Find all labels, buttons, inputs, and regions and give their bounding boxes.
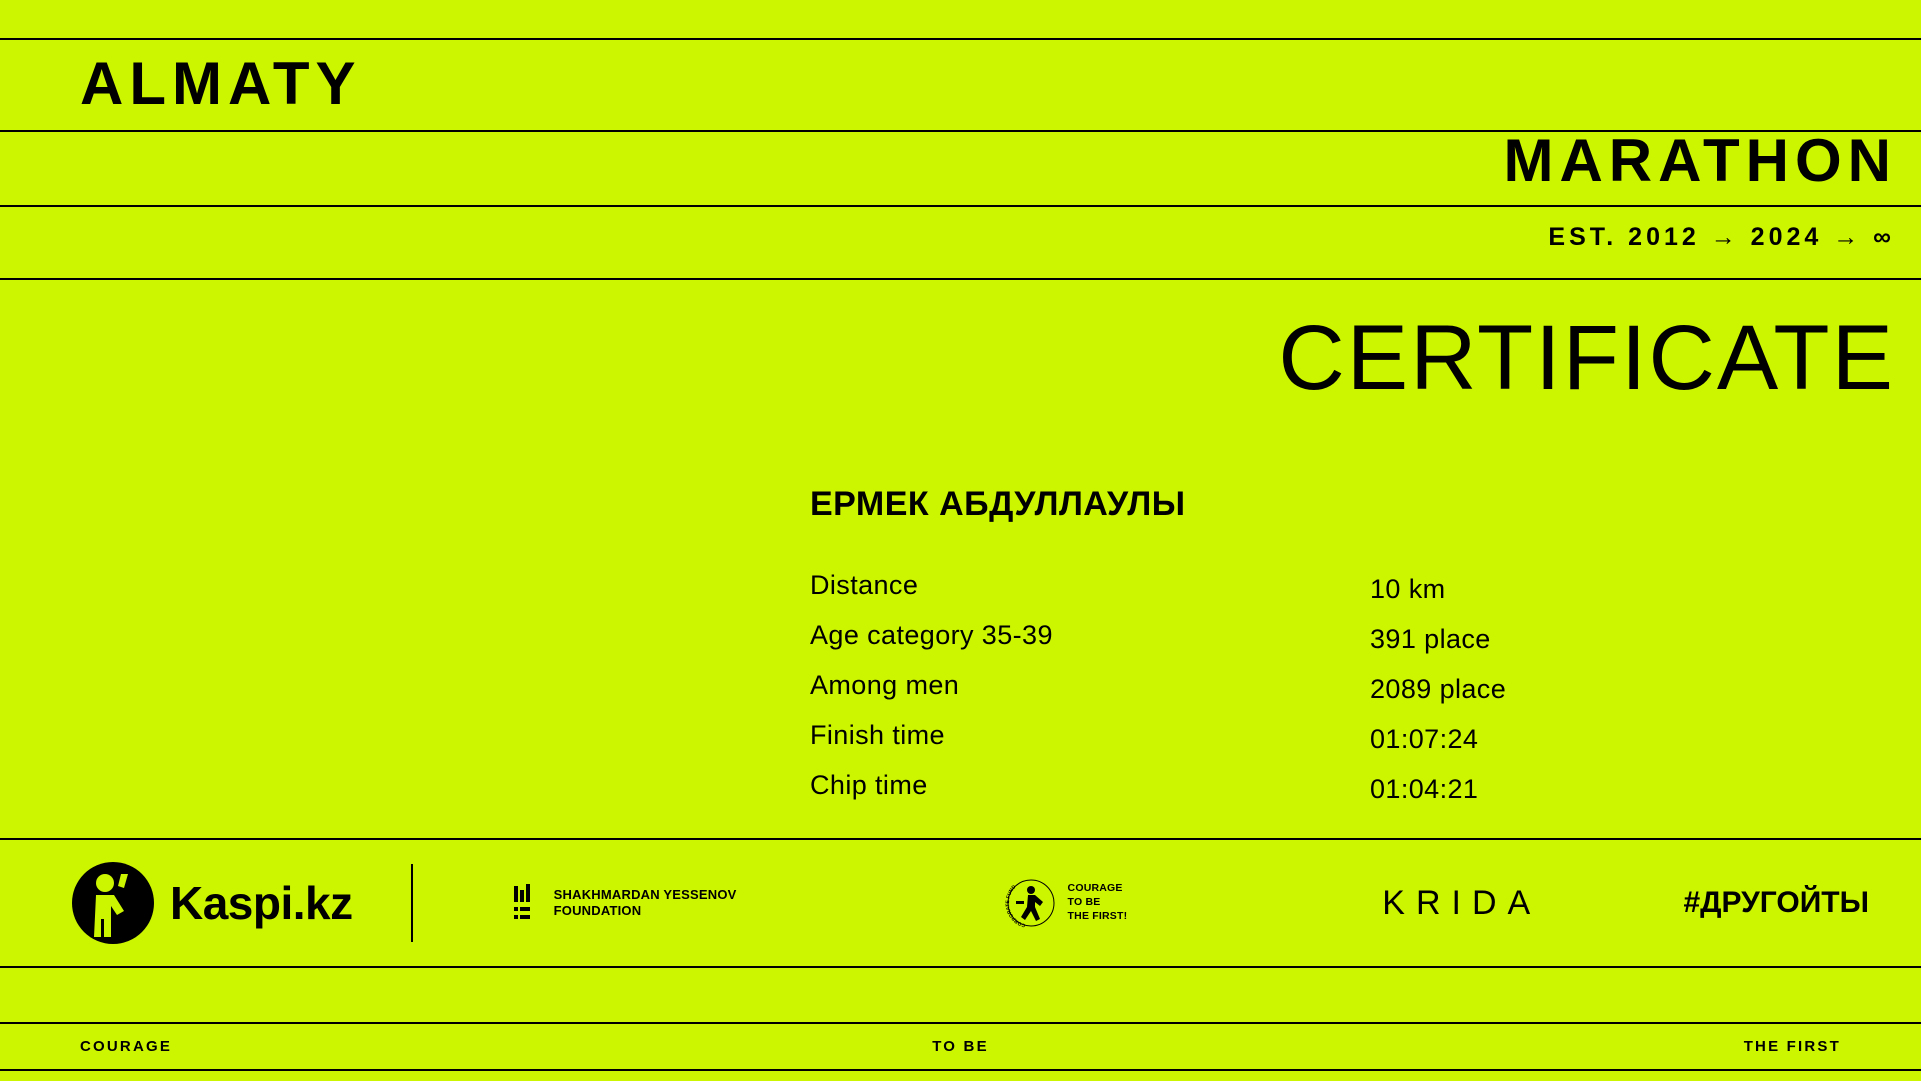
- corporate-fund-line-1: COURAGE: [1067, 882, 1123, 895]
- yessenov-line-1: SHAKHMARDAN YESSENOV: [553, 886, 737, 902]
- corporate-fund-line-3: THE FIRST!: [1067, 909, 1128, 922]
- result-value: 01:07:24: [1370, 724, 1479, 754]
- corporate-fund-wordmark: [1068, 882, 1128, 924]
- results-table: [810, 570, 1660, 820]
- yessenov-bars-icon: [513, 884, 543, 922]
- sponsor-divider: [411, 864, 413, 942]
- table-row: [810, 770, 1660, 820]
- result-label: Chip time: [810, 770, 928, 800]
- result-value: 2089 place: [1370, 674, 1507, 704]
- brand-line-almaty: ALMATY: [80, 50, 362, 117]
- result-label: Distance: [810, 570, 919, 600]
- divider-line-8: [0, 1069, 1921, 1071]
- yessenov-wordmark: [554, 887, 737, 920]
- result-value: 01:04:21: [1370, 774, 1479, 804]
- table-row: [810, 570, 1660, 620]
- divider-line-1: [0, 38, 1921, 40]
- divider-line-3: [0, 205, 1921, 207]
- corporate-fund-line-2: TO BE: [1067, 896, 1101, 909]
- table-row: [810, 620, 1660, 670]
- svg-text:CORPORATE FUND: CORPORATE FUND: [1004, 884, 1026, 929]
- sponsor-yessenov: [513, 884, 737, 922]
- footer-slogan: [0, 1024, 1921, 1069]
- sponsor-strip: [0, 840, 1921, 966]
- table-row: [810, 720, 1660, 770]
- yessenov-line-2: FOUNDATION: [553, 903, 642, 918]
- sponsor-corporate-fund: [1002, 873, 1128, 933]
- divider-line-6: [0, 966, 1921, 968]
- footer-middle: TO BE: [932, 1038, 989, 1055]
- athlete-name: ЕРМЕК АБДУЛЛАУЛЫ: [810, 485, 1186, 523]
- footer-left: COURAGE: [80, 1038, 173, 1055]
- footer-right: THE FIRST: [1743, 1038, 1841, 1055]
- sponsor-krida: KRIDA: [1382, 883, 1542, 922]
- running-child-icon: [1002, 873, 1060, 933]
- result-value: 391 place: [1370, 624, 1491, 654]
- result-value: 10 km: [1370, 574, 1446, 604]
- kaspi-wordmark: Kaspi.kz: [170, 877, 353, 929]
- campaign-hashtag: #ДРУГОЙТЫ: [1683, 886, 1869, 919]
- sponsor-kaspi: [72, 862, 353, 944]
- table-row: [810, 670, 1660, 720]
- kaspi-figure-glyph: [85, 874, 141, 938]
- kaspi-figure-icon: [72, 862, 154, 944]
- divider-line-4: [0, 278, 1921, 280]
- result-label: Age category 35-39: [810, 620, 1053, 650]
- brand-established: EST. 2012 → 2024 → ∞: [1548, 223, 1895, 251]
- result-label: Among men: [810, 670, 960, 700]
- brand-line-marathon: MARATHON: [1503, 127, 1897, 194]
- page-title: CERTIFICATE: [1278, 307, 1895, 409]
- result-label: Finish time: [810, 720, 945, 750]
